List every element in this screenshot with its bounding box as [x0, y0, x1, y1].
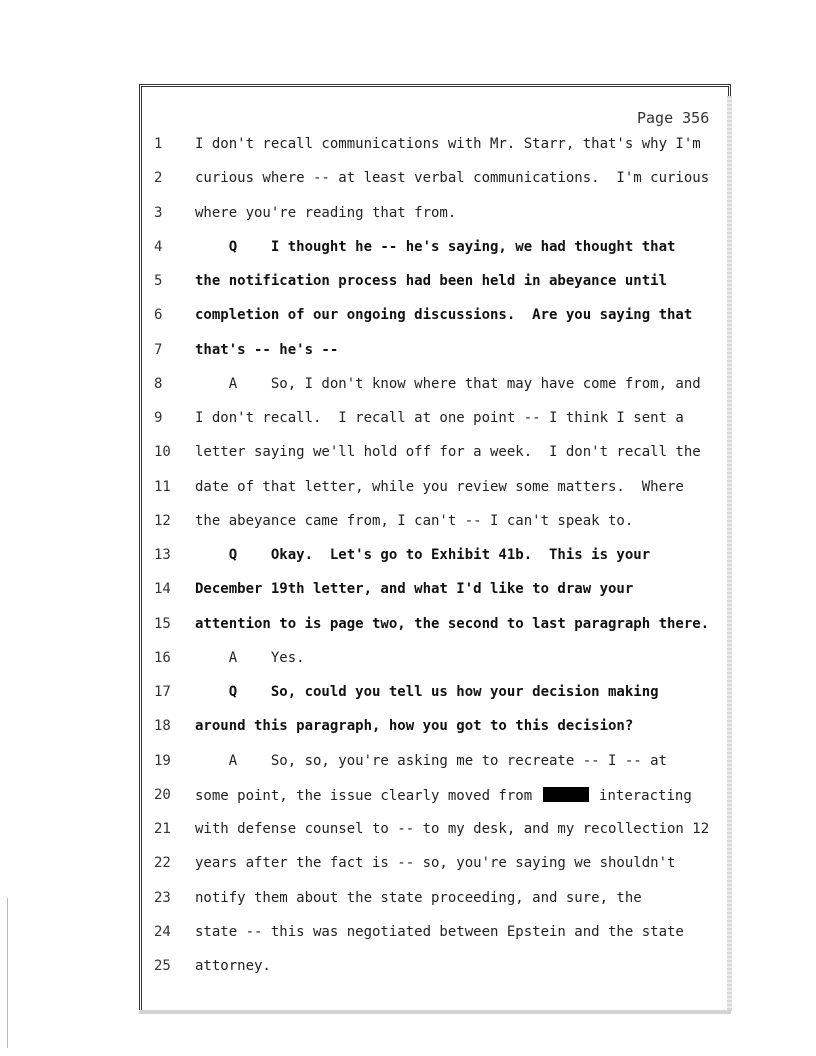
line-number: 18 [154, 718, 171, 735]
line-text-content: Q Okay. Let's go to Exhibit 41b. This is your [195, 547, 651, 563]
transcript-line [0, 718, 730, 742]
line-text [195, 821, 709, 837]
line-text [195, 718, 633, 734]
line-number: 19 [154, 752, 171, 769]
line-text [195, 547, 650, 563]
line-text-content: years after the fact is -- so, you're saying we shouldn't [195, 855, 676, 872]
line-text [195, 513, 633, 529]
line-number: 20 [154, 786, 171, 803]
line-text-content: attorney. [195, 958, 271, 974]
line-text [195, 136, 701, 152]
line-text [195, 410, 684, 426]
line-text [195, 890, 642, 906]
line-text [195, 787, 692, 804]
transcript-line [0, 273, 730, 297]
transcript-line [0, 170, 730, 194]
line-text-content: some point, the issue clearly moved from [195, 787, 533, 804]
transcript-line [0, 787, 730, 811]
transcript-line [0, 581, 730, 605]
line-text-content: date of that letter, while you review some matters. Where [195, 478, 684, 495]
line-text-content: A Yes. [195, 649, 305, 666]
transcript-line [0, 650, 730, 674]
line-text [195, 753, 667, 769]
transcript-line [0, 616, 730, 640]
line-text [195, 170, 709, 186]
transcript-line [0, 239, 730, 263]
line-text-content: that's -- he's -- [195, 341, 339, 358]
line-text-content: A So, I don't know where that may have come from, and [195, 375, 701, 392]
transcript-line [0, 684, 730, 708]
line-text-content: curious where -- at least verbal communications. I'm curious [195, 170, 710, 187]
line-number: 13 [154, 547, 171, 563]
transcript-line [0, 958, 730, 982]
line-number: 6 [154, 307, 163, 324]
line-number: 9 [154, 410, 163, 426]
line-text-content: state -- this was negotiated between Epstein and the state [195, 923, 684, 940]
line-text [195, 650, 305, 666]
line-text [195, 581, 633, 597]
line-text [195, 342, 338, 358]
line-text [195, 376, 701, 392]
line-text-content: I don't recall communications with Mr. Starr, that's why I'm [195, 136, 701, 152]
line-number: 7 [154, 341, 163, 358]
transcript-line [0, 890, 730, 914]
line-text-content: notify them about the state proceeding, and sure, the [195, 889, 642, 906]
line-text [195, 924, 684, 940]
line-number: 24 [154, 923, 171, 940]
transcript-line [0, 410, 730, 434]
line-text [195, 444, 701, 460]
line-number: 25 [154, 958, 171, 974]
transcript-line [0, 821, 730, 845]
frame-shadow-bottom [139, 1010, 731, 1014]
transcript-line [0, 513, 730, 537]
line-text [195, 479, 684, 495]
line-number: 16 [154, 649, 171, 666]
transcript-line [0, 376, 730, 400]
line-number: 8 [154, 375, 163, 392]
line-number: 14 [154, 581, 171, 598]
line-text-content: Q So, could you tell us how your decision making [195, 684, 659, 700]
transcript-line [0, 205, 730, 229]
line-number: 15 [154, 615, 171, 632]
transcript-line [0, 753, 730, 777]
line-text [195, 205, 456, 221]
line-text [195, 616, 709, 632]
page-number: Page 356 [637, 109, 710, 127]
line-text-content: where you're reading that from. [195, 204, 457, 221]
line-text-after-redaction: interacting [599, 787, 692, 804]
line-number: 11 [154, 478, 171, 495]
line-text-content: around this paragraph, how you got to this decision? [195, 718, 634, 735]
transcript-line [0, 307, 730, 331]
line-text [195, 684, 659, 700]
transcript-line [0, 444, 730, 468]
transcript-line [0, 924, 730, 948]
line-text [195, 307, 692, 323]
line-text-content: A So, so, you're asking me to recreate -- I -- at [195, 752, 668, 769]
redaction-block [543, 787, 589, 802]
line-text [195, 855, 675, 871]
line-text-content: attention to is page two, the second to last paragraph there. [195, 615, 710, 632]
line-text-content: with defense counsel to -- to my desk, and my recollection 12 [195, 821, 710, 837]
line-text [195, 239, 675, 255]
line-text-content: Q I thought he -- he's saying, we had thought that [195, 238, 676, 255]
transcript-line [0, 342, 730, 366]
transcript-line [0, 479, 730, 503]
line-number: 4 [154, 238, 163, 255]
line-text-content: December 19th letter, and what I'd like to draw your [195, 581, 634, 598]
line-text [195, 958, 271, 974]
line-number: 23 [154, 889, 171, 906]
line-text-content: completion of our ongoing discussions. Are you saying that [195, 307, 693, 324]
line-number: 3 [154, 204, 163, 221]
line-text-content: the notification process had been held in abeyance until [195, 273, 668, 289]
line-number: 10 [154, 444, 171, 461]
line-text-content: I don't recall. I recall at one point -- I think I sent a [195, 410, 684, 426]
transcript-line [0, 547, 730, 571]
line-number: 5 [154, 273, 163, 289]
line-text-content: letter saying we'll hold off for a week. I don't recall the [195, 444, 701, 461]
line-number: 22 [154, 855, 171, 872]
line-number: 1 [154, 136, 163, 152]
line-number: 2 [154, 170, 163, 187]
line-number: 17 [154, 684, 171, 700]
line-number: 12 [154, 512, 171, 529]
line-text [195, 273, 667, 289]
transcript-line [0, 136, 730, 160]
line-text-content: the abeyance came from, I can't -- I can't speak to. [195, 512, 634, 529]
line-number: 21 [154, 821, 171, 837]
transcript-line [0, 855, 730, 879]
